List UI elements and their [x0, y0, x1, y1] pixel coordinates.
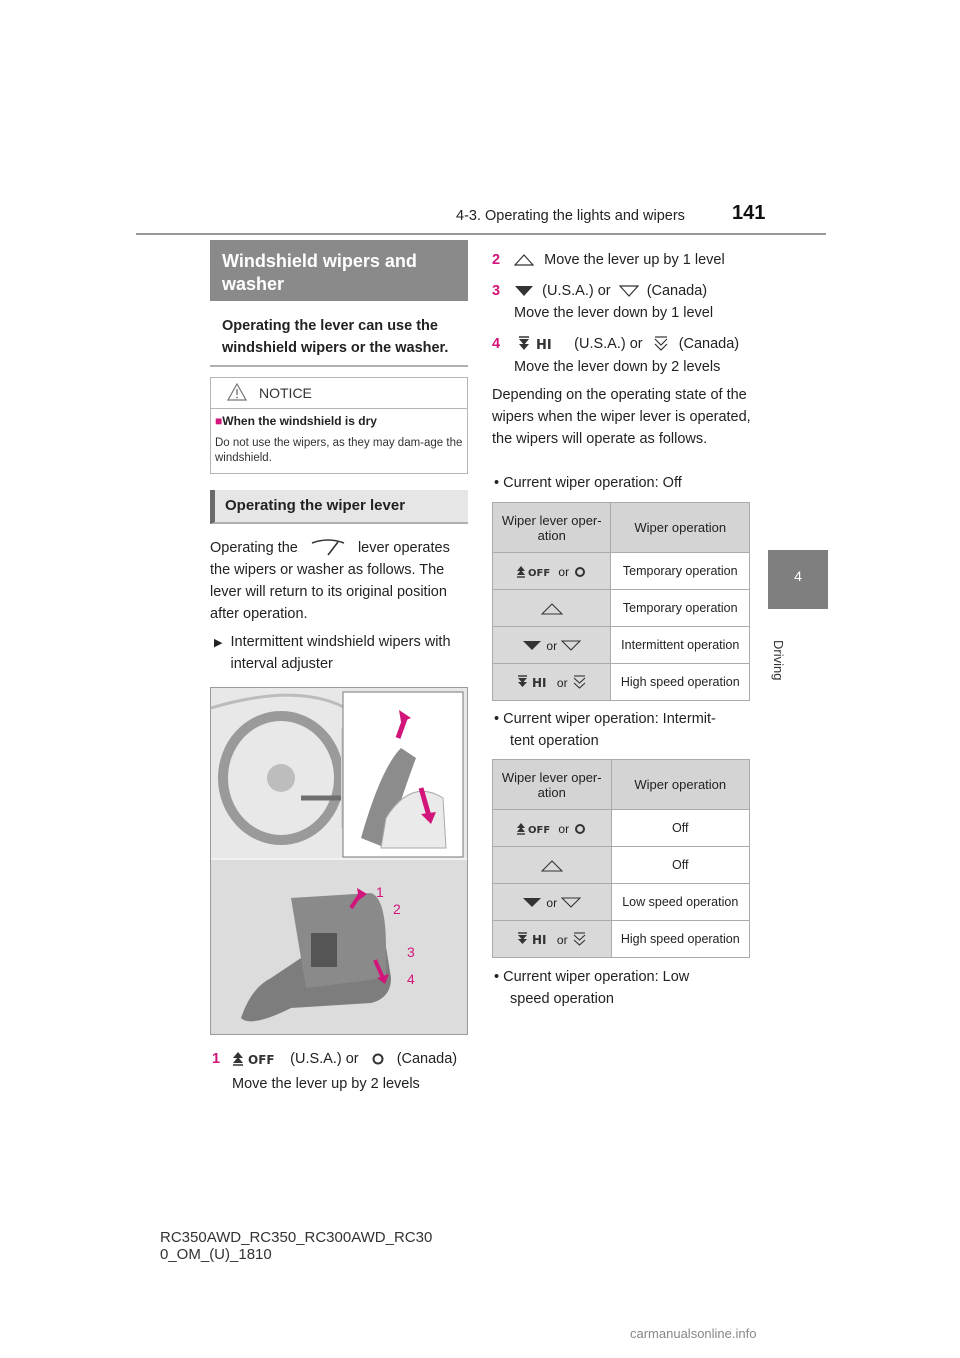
- high-speed-symbol-icon: [517, 675, 553, 690]
- off-circle-icon: [573, 565, 587, 579]
- step-4-canada: (Canada): [678, 336, 740, 352]
- table-cell-operation: High speed operation: [611, 921, 750, 958]
- chapter-label: Driving: [771, 640, 786, 681]
- step-3: [492, 280, 707, 302]
- wiper-symbol-icon: [308, 539, 348, 557]
- table-header-operation: Wiper operation: [611, 503, 750, 553]
- table-cell-operation: Temporary operation: [611, 553, 750, 590]
- table-cell-operation: Intermittent operation: [611, 627, 750, 664]
- state-off-label: • Current wiper operation: Off: [494, 475, 682, 491]
- figure-label-1: 1: [376, 884, 384, 900]
- state-low-label: • Current wiper operation: Low: [494, 969, 690, 985]
- table-cell-lever: HI or: [493, 664, 611, 701]
- warning-icon: [227, 383, 247, 401]
- step-1-desc: Move the lever up by 2 levels: [232, 1076, 420, 1092]
- subsection-heading: Operating the wiper lever: [210, 490, 468, 524]
- high-speed-symbol-icon: [518, 336, 564, 352]
- triangle-up-outline-icon: [541, 860, 563, 872]
- svg-text:HI: HI: [531, 676, 547, 691]
- document-footer: [160, 1229, 432, 1263]
- double-chevron-down-outline-icon: [572, 932, 587, 947]
- para-text-rest: the wipers or washer as follows. The lever will return to its original position after operation.: [210, 562, 447, 622]
- table-cell-lever: or: [493, 627, 611, 664]
- svg-text:OFF: OFF: [528, 567, 551, 579]
- footer-line-2: 0_OM_(U)_1810: [160, 1246, 272, 1263]
- svg-text:HI: HI: [536, 338, 552, 353]
- table-cell-operation: High speed operation: [611, 664, 750, 701]
- wiper-lever-illustration: [210, 687, 468, 1035]
- table-header-operation: Wiper operation: [611, 760, 750, 810]
- state-intermittent-label-cont: tent operation: [510, 733, 599, 749]
- figure-label-4: 4: [407, 971, 415, 987]
- svg-text:OFF: OFF: [248, 1053, 275, 1068]
- step-2: [492, 249, 725, 271]
- off-circle-icon: [573, 822, 587, 836]
- notice-body: Do not use the wipers, as they may dam-age the windshield.: [215, 437, 463, 464]
- table-cell-operation: Off: [611, 847, 750, 884]
- svg-text:OFF: OFF: [528, 824, 551, 836]
- step-4-desc: Move the lever down by 2 levels: [514, 359, 721, 375]
- step-2-desc: Move the lever up by 1 level: [544, 252, 725, 268]
- step-4-usa: (U.S.A.) or: [574, 336, 643, 352]
- table-cell-operation: Temporary operation: [611, 590, 750, 627]
- footer-line-1: RC350AWD_RC350_RC300AWD_RC30: [160, 1229, 433, 1246]
- double-chevron-down-outline-icon: [572, 675, 587, 690]
- table-cell-lever: HI or: [493, 921, 612, 958]
- table-cell-lever: [493, 590, 611, 627]
- mist-off-symbol-icon: [232, 1051, 286, 1067]
- notice-title: NOTICE: [259, 385, 312, 401]
- notice-subtitle: ■When the windshield is dry: [215, 414, 377, 428]
- figure-label-3: 3: [407, 944, 415, 960]
- figure-label-2: 2: [393, 901, 401, 917]
- off-circle-icon: [371, 1052, 385, 1066]
- header-rule: [136, 233, 826, 235]
- double-chevron-down-outline-icon: [653, 336, 669, 352]
- running-header-section: 4-3. Operating the lights and wipers: [456, 208, 685, 224]
- wiper-table-off: [492, 502, 750, 701]
- step-3-canada: (Canada): [646, 283, 708, 299]
- table-cell-lever: OFF or: [493, 553, 611, 590]
- step-1-usa: (U.S.A.) or: [290, 1051, 359, 1067]
- triangle-down-filled-icon: [522, 640, 542, 651]
- mist-off-symbol-icon: [516, 565, 554, 579]
- step-1: [212, 1048, 472, 1070]
- svg-text:HI: HI: [531, 933, 547, 948]
- step-4: [492, 333, 739, 355]
- high-speed-symbol-icon: [517, 932, 553, 947]
- triangle-down-outline-icon: [561, 640, 581, 651]
- table-cell-lever: or: [493, 884, 612, 921]
- triangle-up-outline-icon: [541, 603, 563, 615]
- table-cell-operation: Low speed operation: [611, 884, 750, 921]
- notice-box: [210, 377, 468, 474]
- triangle-up-outline-icon: [514, 254, 534, 266]
- chapter-tab: [768, 550, 828, 609]
- state-intermittent-label: • Current wiper operation: Intermit-: [494, 711, 716, 727]
- watermark: carmanualsonline.info: [630, 1326, 757, 1341]
- triangle-down-outline-icon: [619, 285, 639, 297]
- step-3-usa: (U.S.A.) or: [542, 283, 611, 299]
- section-intro: Operating the lever can use the windshield wipers or the washer.: [210, 315, 468, 367]
- table-cell-lever: OFF or: [493, 810, 612, 847]
- table-cell-lever: [493, 847, 612, 884]
- table-header-lever: Wiper lever oper- ation: [493, 503, 611, 553]
- triangle-down-outline-icon: [561, 897, 581, 908]
- lever-paragraph: [210, 537, 470, 625]
- step-3-number: 3: [492, 283, 501, 299]
- table-header-lever: Wiper lever oper- ation: [493, 760, 612, 810]
- operation-paragraph: Depending on the operating state of the wipers when the wiper lever is operated, the wipers will operate as follows.: [492, 387, 751, 447]
- table-cell-operation: Off: [611, 810, 750, 847]
- chapter-number: 4: [794, 568, 802, 584]
- page-number: 141: [732, 202, 766, 224]
- state-low-label-cont: speed operation: [510, 991, 614, 1007]
- mist-off-symbol-icon: [516, 822, 554, 836]
- bullet-item: [214, 631, 470, 675]
- para-text-mid: lever operates: [357, 540, 450, 556]
- triangle-down-filled-icon: [522, 897, 542, 908]
- section-heading: Windshield wipers and washer: [210, 240, 468, 301]
- para-text-start: Operating the: [210, 540, 298, 556]
- step-4-number: 4: [492, 336, 501, 352]
- bullet-text: Intermittent windshield wipers with interval adjuster: [230, 634, 451, 672]
- wiper-table-intermittent: [492, 759, 750, 958]
- step-1-number: 1: [212, 1051, 221, 1067]
- notice-header: [211, 378, 467, 409]
- bullet-arrow-icon: ▶: [214, 637, 223, 649]
- step-2-number: 2: [492, 252, 501, 268]
- step-3-desc: Move the lever down by 1 level: [514, 305, 714, 321]
- triangle-down-filled-icon: [514, 285, 534, 297]
- step-1-canada: (Canada): [396, 1051, 458, 1067]
